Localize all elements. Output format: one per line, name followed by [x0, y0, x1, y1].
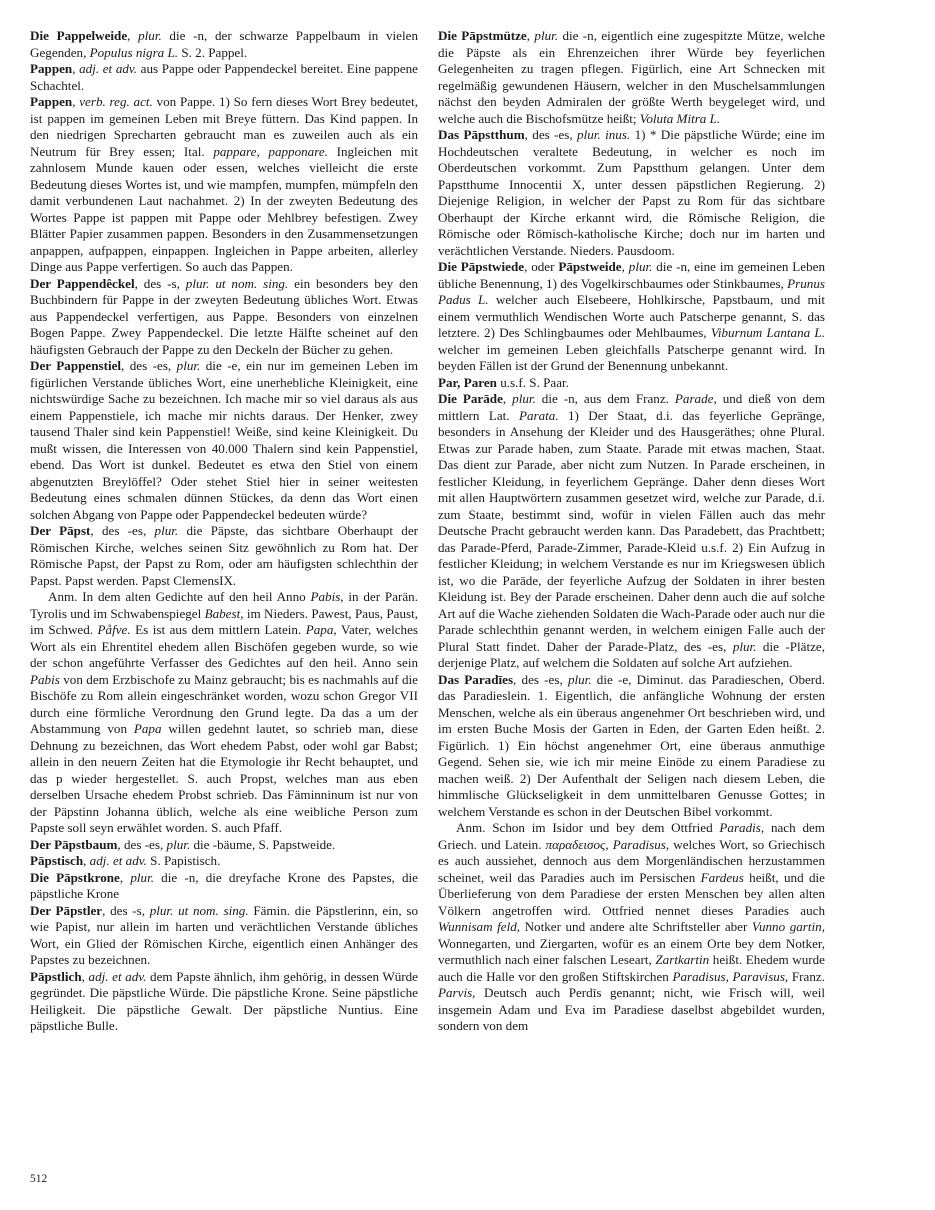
entry-text: welches Wort, so Griechisch es auch aussiehet, dennoch aus dem Morgenländischen herzustammen scheinet, weil das Paradies auch im Persischen	[438, 836, 825, 885]
italic-text: Populus nigra L.	[89, 44, 179, 60]
headword: Die Parāde	[438, 391, 503, 406]
dictionary-entry	[30, 61, 418, 94]
dictionary-entry	[30, 870, 418, 903]
italic-text: Parvis,	[438, 985, 476, 1000]
entry-text: Franz.	[788, 968, 825, 984]
italic-text: plur.	[166, 836, 191, 852]
entry-text: Es ist aus dem mittlern Latein.	[130, 622, 306, 637]
entry-text: , des -s,	[102, 902, 150, 918]
italic-text: Fardeus	[700, 869, 744, 885]
headword: Das Pāpstthum	[438, 127, 525, 142]
italic-text: Prunus Padus L.	[438, 275, 825, 307]
headword: Der Pāpstler	[30, 902, 103, 918]
italic-text: Parade,	[674, 391, 717, 406]
italic-text: plur.	[138, 28, 162, 43]
dictionary-entry	[30, 589, 418, 837]
headword: Pappen	[30, 61, 73, 76]
entry-text: Deutsch auch Perdīs genannt; nicht, wie Frisch will, weil insgemein Adam und Eva im Paradiese daselbst abgebildet wurden, sondern von dem	[438, 985, 825, 1033]
right-column	[438, 28, 825, 1035]
dictionary-entry	[438, 127, 825, 259]
italic-text: παραδεισος, Paradisus,	[545, 836, 670, 852]
headword: Pāpstisch	[30, 853, 84, 868]
entry-text: S. 2. Pappel.	[178, 44, 248, 60]
dictionary-entry	[30, 853, 418, 870]
italic-text: adj. et adv.	[89, 853, 147, 868]
entry-text: die -e, Diminut. das Paradieschen, Oberd. das Paradieslein. 1. Eigentlich, die anfängliche Wohnung der ersten Menschen, welche als ein überaus angenehmer Ort beschrieben wird, und im ersten Buche Mosis der Garten in Eden, der Garten Eden heißt. 2. Figürlich. 1) Ein höchst angenehmer Ort, eine überaus anmuthige Gegend. Sehen sie, wie ich mir meine Einöde zu einem Paradiese zu machen weiß. 2) Der Aufenthalt der Seligen nach diesem Leben, die himmlische Glückseligkeit in dem unmittelbaren Genusse Gottes; in welchem Verstande es schon in der Deutschen Bibel vorkommt.	[438, 671, 825, 819]
entry-text: die -n, eigentlich eine zugespitzte Mütze, welche die Päpste als ein Ehrenzeichen ihrer Würde bey feyerlichen Gelegenheiten zu tragen pflegen. Figürlich, eine Art Schnecken mit regelmäßig gewundenen Häusern, welcher in den Muschelsammlungen nächst den beyden Admiralen der größte Werth beygeleget wird, und welche auch die Bischofsmütze heißt;	[438, 28, 826, 126]
entry-text: S. Papistisch.	[146, 853, 221, 868]
entry-text: , des -es,	[524, 127, 578, 142]
italic-text: Påfve.	[97, 622, 131, 637]
entry-text: ,	[119, 869, 131, 885]
entry-text: Anm. In dem alten Gedichte auf den heil Anno	[48, 589, 311, 604]
headword: Pāpstweide	[558, 259, 622, 274]
dictionary-entry	[30, 523, 418, 589]
italic-text: plur.	[628, 259, 653, 274]
dictionary-entry	[30, 358, 418, 523]
entry-text: nach dem Griech. und Latein.	[438, 820, 825, 852]
italic-text: plur. ut nom. sing.	[149, 902, 249, 918]
entry-text: heißt, und die Überlieferung von dem Paradiese der ersten Menschen bey allen alten Völkern angetroffen wird. Ottfried nennet dieses Paradies auch	[438, 869, 825, 918]
entry-text: ,	[621, 259, 629, 274]
dictionary-entry	[438, 259, 825, 375]
headword: Pappen	[30, 94, 73, 109]
dictionary-entry	[30, 28, 418, 61]
italic-text: plur.	[154, 523, 179, 538]
entry-text: Fämin. die Päpstlerinn, ein, so wie Papist, nur allein im harten und verächtlichen Verstande übliches Wort, ein Glied der Römischen Kirche, eigentlich einen Anhänger des Papstes zu bezeichnen.	[30, 902, 419, 967]
italic-text: Papa	[133, 721, 162, 736]
entry-text: die -bäume, S. Papstweide.	[190, 836, 336, 852]
entry-text: willen gedehnt lautet, so schrieb man, diese Dehnung zu bezeichnen, das Wort ehedem Pabst, oder wohl gar Babst; allein in den neuern Zeiten hat die Etymologie ihr Recht behauptet, und das p wieder hergestellet. S. auch Propst, welches man aus eben derselben Ursache ehedem Probst schrieb. Das Fäminninum ist nur von der Päpstinn Johanna üblich, welche als eine weibliche Person zum Papste soll seyn erwählet worden. S. auch Pfaff.	[30, 721, 418, 835]
entry-text: , oder	[524, 259, 559, 274]
entry-text: Notker und andere alte Schriftsteller aber	[520, 919, 752, 934]
italic-text: Babest,	[204, 605, 244, 621]
dictionary-entry	[30, 969, 418, 1035]
entry-text: ,	[72, 61, 80, 76]
italic-text: plur.	[176, 358, 201, 373]
entry-text: welcher im gemeinen Leben gleichfalls Patscherpe genannt wird. In beyden Fällen ist der Grund der Benennung unbekannt.	[438, 341, 825, 373]
headword: Der Pappendêckel	[30, 275, 135, 291]
entry-text: , des -es,	[90, 523, 155, 538]
entry-text: ,	[72, 94, 80, 109]
entry-text: die -n, der schwarze Pappelbaum in vielen Gegenden,	[30, 28, 418, 60]
dictionary-entry	[438, 820, 825, 1035]
italic-text: Viburnum Lantana L.	[710, 325, 825, 340]
entry-text: die -Plätze, derjenige Platz, auf welchem die Soldaten auf solche Art aufziehen.	[438, 638, 826, 670]
page-number: 512	[30, 1173, 48, 1185]
dictionary-entry	[438, 672, 825, 821]
entry-text: ,	[127, 28, 139, 43]
headword: Par, Paren	[438, 374, 497, 390]
entry-text: Vater, welches Wort als ein Ehrentitel ehedem allen Bischöfen gegeben wurde, so wie der schon angeführte Verfasser des Gedichtes auf den heil. Anno sein	[30, 622, 418, 670]
entry-text: welcher auch Elsebeere, Hohlkirsche, Papstbaum, und mit einem vermuthlich Wendischen Worte auch Patscherpe genannt, S. das letztere. 2) Des Schlingbaumes oder Mehlbaumes,	[438, 292, 825, 340]
entry-text: die -n, eine im gemeinen Leben übliche Benennung, 1) des Vogelkirschbaumes oder Stinkbaumes,	[438, 259, 826, 291]
entry-text: ein besonders bey den Buchbindern für Pappe in der zweyten Bedeutung übliches Wort. Etwas aus Pappendeckel verfertigen, aus Pappe. Besonders von einzelnen Bogen Pappe. Zwey Pappendeckel. Die letzte Hälfte scheinet auf den häufigsten Gebrauch der Pappe zu den Deckeln der Bücher zu gehen.	[30, 275, 419, 357]
headword: Die Pāpstwiede	[438, 259, 525, 274]
dictionary-entry	[438, 375, 825, 392]
italic-text: Pabis,	[310, 589, 344, 604]
dictionary-entry	[438, 28, 825, 127]
entry-text: dem Papste ähnlich, ihm gehörig, in dessen Würde gegründet. Die päpstliche Würde. Die päpstliche Krone. Seine päpstliche Heiligkeit. Die päpstliche Gewalt. Der päpstliche Nuntius. Eine päpstliche Bulle.	[30, 968, 418, 1033]
headword: Das Paradīes	[438, 671, 514, 687]
entry-text: heißt. Ehedem wurde auch die Halle vor den großen Stiftskirchen	[438, 952, 825, 984]
entry-text: , des -es,	[513, 671, 568, 687]
entry-text: Ingleichen mit zahnlosem Munde kauen oder essen, welches vielleicht die erste Bedeutung dieses Wortes ist, und wie mampfen, mumpfen, mümpfeln den damit verbundenen Laut nachahmet. 2) In der zweyten Bedeutung des Wortes Pappe ist pappen mit Pappe oder Mehlbrey befestigen. Zwey Blätter Papier zusammen pappen. Besonders in den Zusammensetzungen anpappen, aufpappen, einpappen. Ingleichen in Pappe arbeiten, allerley Dinge aus Pappe verfertigen. So auch das Pappen.	[30, 143, 418, 274]
italic-text: verb. reg. act.	[79, 94, 153, 109]
italic-text: plur.	[732, 638, 757, 654]
italic-text: plur.	[130, 869, 154, 885]
dictionary-entry	[30, 94, 418, 276]
entry-text: 1) * Die päpstliche Würde; eine im Hochdeutschen veraltete Bedeutung, in welcher es noch im Oberdeutschen vorkommt. Zum Papstthum gelangen. Unter dem Papstthume Innocentii X, unter dessen päpstlichen Regierung. 2) Diejenige Religion, in welcher der Papst zu Rom für das sichtbare Oberhaupt der Kirche erkannt wird, die Römische Religion, die Römische oder Römisch-katholische Kirche; doch nur im harten und verächtlichen Verstande. Nieders. Pausdoom.	[438, 127, 825, 258]
italic-text: adj. et adv.	[88, 968, 147, 984]
entry-text: 1) Der Staat, d.i. das feyerliche Gepränge, besonders in Ansehung der Kleider und des Hausgeräthes; ohne Plural. Etwas zur Parade haben, zum Staate. Parade mit etwas machen, Staat. Das dient zur Parade, aber nicht zum Nutzen. In Parade erscheinen, in festlicher Kleidung, in feyerlichem Gepränge. Daher denn dieses Wort mit allen Hauptwörtern zusammen gesetzet wird, welche zur Parade, d.i. zum Staate, bestimmt sind, wofür in vielen Fällen auch das mehr Deutsche Pracht gebraucht werden kann. Das Paradebett, das Prachtbett; das Parade-Pferd, Parade-Zimmer, Parade-Kleid u.s.f. 2) Ein Aufzug in festlicher Kleidung; in welchem Verstande es nur im Kriegswesen üblich ist, wo die Parāde, der feyerliche Aufzug der Soldaten in ihrer besten Kleidung ist. Bey der Parade erscheinen. Daher denn auch die auf solche Art auf die Wache ziehenden Soldaten die Wach-Parade oder auch nur die Parade schlechthin genannt werden, in welchem einigen Falle auch der Plural Statt findet. Daher der Parade-Platz, des -es,	[438, 407, 825, 654]
entry-text: die -n, aus dem Franz.	[535, 391, 675, 406]
entry-text: in der Parän. Tyrolis und im Schwabenspiegel	[30, 589, 418, 621]
dictionary-entry	[30, 903, 418, 969]
headword: Pāpstlich	[30, 968, 82, 984]
headword: Der Pappenstiel	[30, 358, 122, 373]
italic-text: Voluta Mitra L.	[639, 110, 721, 126]
italic-text: Wunnisam feld,	[438, 919, 521, 934]
headword: Die Pāpstmütze	[438, 28, 527, 43]
italic-text: Pabis	[30, 671, 60, 687]
entry-text: von dem Erzbischofe zu Mainz gebraucht; bis es nachmahls auf die Bischöfe zu Rom allein eingeschränket worden, wozu schon Gregor VII durch eine förmliche Verordnung den Grund legte. Da das a um der Abstammung von	[30, 671, 418, 736]
entry-text: , des -es,	[117, 836, 167, 852]
entry-text: aus Pappe oder Pappendeckel bereitet. Eine pappene Schachtel.	[30, 61, 418, 93]
entry-text: Wonnegarten, und Ziergarten, wofür es an einem Orte bey dem Notker, vermuthlich nach einer falschen Leseart,	[438, 935, 825, 967]
italic-text: plur.	[567, 671, 592, 687]
italic-text: plur.	[512, 391, 536, 406]
entry-text: ,	[526, 28, 535, 43]
entry-text: ,	[83, 853, 90, 868]
entry-text: im Nieders. Pawest, Paus, Paust, im Schwed.	[30, 605, 418, 637]
headword: Der Pāpst	[30, 523, 91, 538]
italic-text: adj. et adv.	[79, 61, 138, 76]
entry-text: , des -es,	[121, 358, 177, 373]
dictionary-entry	[30, 276, 418, 359]
entry-text: Anm. Schon im Isidor und bey dem Ottfried	[456, 820, 720, 835]
entry-text: die Päpste, das sichtbare Oberhaupt der Römischen Kirche, welches seinen Sitz gewöhnlich zu Rom hat. Der Römische Papst, der Papst zu Rom, oder am häufigsten schlechthin der Papst. Papst werden. Papst ClemensIX.	[30, 523, 418, 588]
left-column	[30, 28, 418, 1035]
italic-text: Parata.	[518, 407, 559, 423]
italic-text: plur. inus.	[577, 127, 631, 142]
italic-text: Papa,	[305, 622, 337, 637]
italic-text: Zartkartin	[655, 952, 710, 967]
entry-text: u.s.f. S. Paar.	[496, 374, 569, 390]
headword: Die Pāpstkrone	[30, 869, 120, 885]
italic-text: Paradis,	[719, 820, 765, 835]
entry-text: ,	[81, 968, 89, 984]
entry-text: die -e, ein nur im gemeinen Leben im figürlichen Verstande übliches Wort, eine unerhebliche Kleinigkeit, eine nichtswürdige Sache zu bezeichnen. Ich mache mir so viel daraus als aus einem Pappenstiele, ich mache mir nichts daraus. Der Henker, zwey tausend Thaler sind kein Pappenstiel! Weiße, sind keine Kleinigkeit. Du mußt wissen, die Interessen von 40.000 Thalern sind kein Pappenstiel, ebend. Das Wort ist dunkel. Bedeutet es etwa den Stiel von einem abgenutzten Breylöffel? Oder stehet Stiel hier in seiner weitesten Bedeutung eines schmalen dünnen Stückes, da denn das Wort einen solchen Abgang von Pappe oder Pappendeckel bedeuten würde?	[30, 358, 419, 522]
entry-text: und dieß von dem mittlern Lat.	[438, 391, 825, 423]
dictionary-entry	[30, 837, 418, 854]
headword: Der Pāpstbaum	[30, 836, 118, 852]
dictionary-entry	[438, 391, 825, 672]
entry-text: , des -s,	[134, 275, 186, 291]
italic-text: Paradisus, Paravisus,	[672, 968, 789, 984]
entry-text: die -n, die dreyfache Krone des Papstes, die päpstliche Krone	[30, 869, 418, 901]
italic-text: plur.	[534, 28, 559, 43]
italic-text: pappare, papponare.	[213, 143, 328, 159]
italic-text: plur. ut nom. sing.	[185, 275, 289, 291]
entry-text: von Pappe. 1) So fern dieses Wort Brey bedeutet, ist pappen im gemeinen Leben mit Breye füttern. Das Kind pappen. In den niedrigen Sprecharten gebraucht man es zuweilen auch als ein Neutrum für Brey essen; Ital.	[30, 94, 418, 159]
entry-text: ,	[502, 391, 513, 406]
headword: Die Pappelweide	[30, 28, 128, 43]
italic-text: Vunno gartin,	[751, 919, 825, 934]
